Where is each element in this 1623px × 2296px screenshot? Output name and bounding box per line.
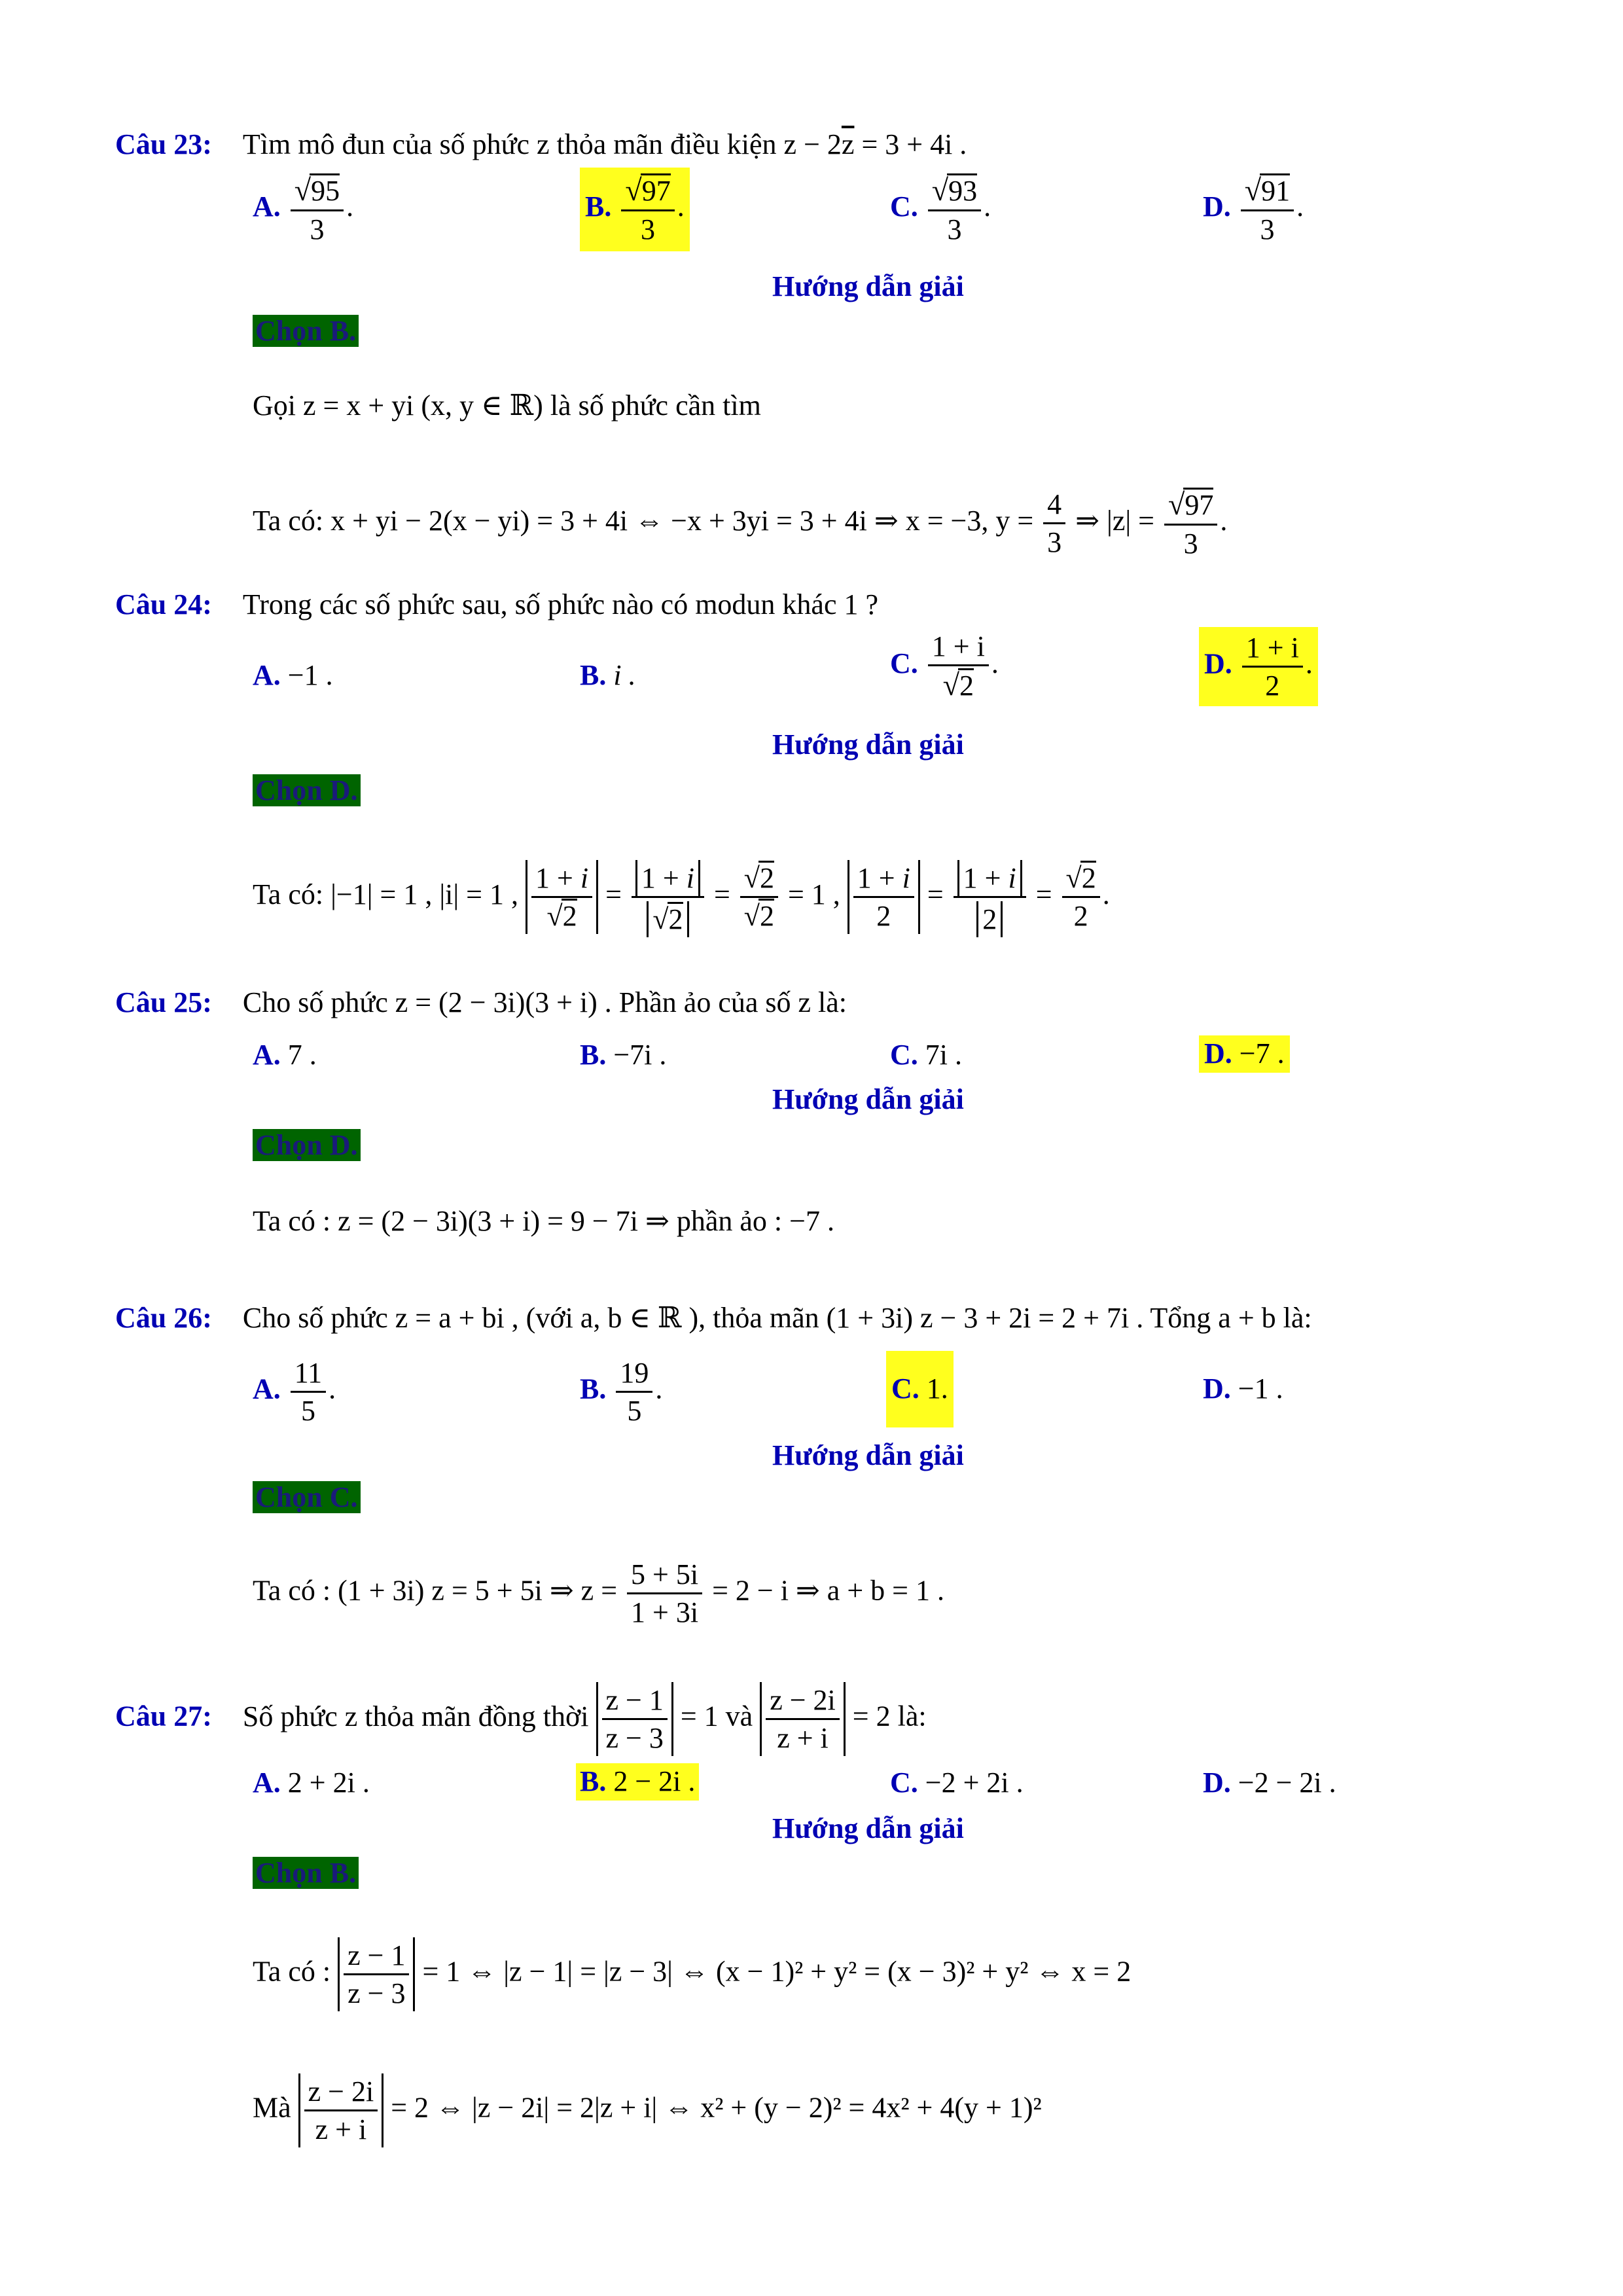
question-label: Câu 27: bbox=[115, 1700, 212, 1732]
question-label: Câu 23: bbox=[115, 128, 212, 160]
solution-heading: Hướng dẫn giải bbox=[772, 1812, 964, 1844]
question-label: Câu 26: bbox=[115, 1302, 212, 1334]
option-a[interactable]: A. $\frac{11}{5}$ . bbox=[253, 1355, 336, 1429]
option-a[interactable]: A. $\frac{√95}{3}$ . bbox=[253, 171, 353, 247]
solution-heading: Hướng dẫn giải bbox=[772, 728, 964, 761]
solution-heading: Hướng dẫn giải bbox=[772, 1439, 964, 1471]
solution-heading: Hướng dẫn giải bbox=[772, 1083, 964, 1115]
option-b-correct[interactable]: B. 2 − 2i . bbox=[576, 1763, 699, 1801]
option-c[interactable]: C. 7i . bbox=[890, 1039, 963, 1071]
option-d-correct[interactable]: D. −7 . bbox=[1199, 1035, 1290, 1073]
question-26-stem: Câu 26: Cho số phức z = a + bi , (với a, b ∈ ℝ ), thỏa mãn (1 + 3i) z − 3 + 2i = 2 + 7i . Tổng a + b là: bbox=[115, 1302, 1312, 1334]
solution-line: Mà $\frac{z - 2i}{z + i}$ = 2 ⇔ |z − 2i| = 2|z + i| ⇔ x² + (y − 2)² = 4x² + 4(y + 1)² bbox=[253, 2073, 1042, 2147]
option-b[interactable]: B. i . bbox=[580, 659, 636, 691]
option-c[interactable]: C. $\frac{1 + i}{√2}$ . bbox=[890, 628, 999, 704]
question-25-stem: Câu 25: Cho số phức z = (2 − 3i)(3 + i) . Phần ảo của số z là: bbox=[115, 986, 847, 1018]
option-b[interactable]: B. −7i . bbox=[580, 1039, 667, 1071]
answer-choice: Chọn D. bbox=[253, 1128, 361, 1163]
solution-line: Ta có : (1 + 3i) z = 5 + 5i ⇒ z = $\frac{5 + 5i}{1 + 3i}$ = 2 − i ⇒ a + b = 1 . bbox=[253, 1556, 944, 1630]
answer-choice: Chọn D. bbox=[253, 774, 361, 808]
option-b[interactable]: B. $\frac{19}{5}$ . bbox=[580, 1355, 662, 1429]
option-d-correct[interactable]: D. $\frac{1 + i}{2}$ . bbox=[1199, 627, 1318, 706]
question-label: Câu 25: bbox=[115, 986, 212, 1018]
option-c-correct[interactable]: C. 1. bbox=[886, 1351, 954, 1427]
question-27-stem: Câu 27: Số phức z thỏa mãn đồng thời $\frac{z - 1}{z - 3}$ = 1 và $\frac{z - 2i}{z + i}$ = 2 là: bbox=[115, 1682, 927, 1756]
solution-line: Ta có: x + yi − 2(x − yi) = 3 + 4i ⇔ −x + 3yi = 3 + 4i ⇒ x = −3, y = $\frac{4}{3}$ ⇒ |z| = $\frac{√97}{3}$ . bbox=[253, 486, 1227, 562]
option-d[interactable]: D. $\frac{√91}{3}$ . bbox=[1203, 171, 1304, 247]
option-a[interactable]: A. 7 . bbox=[253, 1039, 317, 1071]
question-23-stem: Câu 23: Tìm mô đun của số phức z thỏa mãn điều kiện $z - 2\overline{z} = 3 + 4i$ . bbox=[115, 128, 967, 160]
option-d[interactable]: D. −1 . bbox=[1203, 1372, 1283, 1405]
option-c[interactable]: C. $\frac{√93}{3}$ . bbox=[890, 171, 991, 247]
option-a[interactable]: A. −1 . bbox=[253, 659, 333, 691]
answer-choice: Chọn C. bbox=[253, 1480, 361, 1515]
solution-line: Ta có: |−1| = 1 , |i| = 1 , $\frac{1 + i}{√2}$ = $\frac{1 + i}{√2}$ = $\frac{√2}{√2}$ = 1 , $\frac{1 + i}{2}$ = $\frac{1 + i}{2}$ = $\frac{√2}{2}$ . bbox=[253, 857, 1110, 937]
solution-line: Ta có : $\frac{z - 1}{z - 3}$ = 1 ⇔ |z − 1| = |z − 3| ⇔ (x − 1)² + y² = (x − 3)² + y² ⇔ x = 2 bbox=[253, 1937, 1131, 2011]
answer-choice: Chọn B. bbox=[253, 314, 359, 349]
question-label: Câu 24: bbox=[115, 588, 212, 620]
solution-heading: Hướng dẫn giải bbox=[772, 270, 964, 302]
answer-choice: Chọn B. bbox=[253, 1856, 359, 1891]
option-a[interactable]: A. 2 + 2i . bbox=[253, 1767, 370, 1799]
solution-line: Gọi z = x + yi (x, y ∈ ℝ) là số phức cần tìm bbox=[253, 389, 761, 422]
option-c[interactable]: C. −2 + 2i . bbox=[890, 1767, 1024, 1799]
option-b-correct[interactable]: B. $\frac{√97}{3}$ . bbox=[580, 168, 690, 251]
solution-line: Ta có : z = (2 − 3i)(3 + i) = 9 − 7i ⇒ phần ảo : −7 . bbox=[253, 1205, 834, 1237]
option-d[interactable]: D. −2 − 2i . bbox=[1203, 1767, 1336, 1799]
question-24-stem: Câu 24: Trong các số phức sau, số phức nào có modun khác 1 ? bbox=[115, 588, 878, 620]
